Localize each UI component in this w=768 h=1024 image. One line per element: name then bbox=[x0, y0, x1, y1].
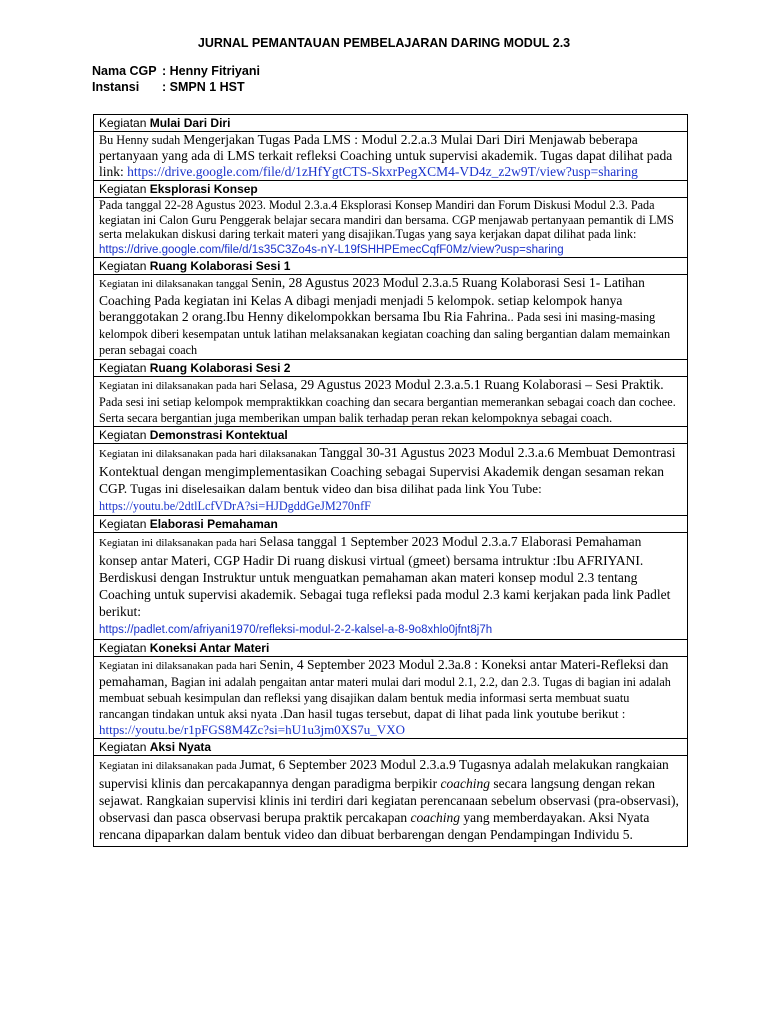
youtube-link[interactable]: https://youtu.be/r1pFGS8M4Zc?si=hU1u3jm0XS7u_VXO bbox=[99, 721, 405, 737]
section-title: Aksi Nyata bbox=[149, 739, 212, 754]
section-header: Kegiatan Mulai Dari Diri bbox=[94, 115, 688, 132]
nama-label: Nama CGP bbox=[92, 64, 157, 78]
task-link[interactable]: https://drive.google.com/file/d/1s35C3Zo4s-nY-L19fSHHPEmecCqfF0Mz/view?usp=sharing bbox=[99, 243, 564, 256]
section-header: Kegiatan Elaborasi Pemahaman bbox=[94, 515, 688, 532]
task-link[interactable]: https://drive.google.com/file/d/1zHfYgtCTS-SkxrPegXCM4-VD4z_z2w9T/view?usp=sharing bbox=[127, 164, 638, 179]
section-header: Kegiatan Ruang Kolaborasi Sesi 2 bbox=[94, 359, 688, 376]
section-body: Bu Henny sudah Mengerjakan Tugas Pada LMS : Modul 2.2.a.3 Mulai Dari Diri Menjawab beberapa pertanyaan yang ada di LMS terkait refleksi Coaching untuk supervisi akademik. Tugas dapat dilihat pada link: https://drive.google.com/file/d/1zHfYgtCTS-SkxrPegXCM4-VD4z_z2w9T/view?usp=sharing bbox=[94, 132, 688, 181]
journal-table bbox=[93, 114, 688, 847]
section-title: Eksplorasi Konsep bbox=[149, 182, 258, 196]
section-header: Kegiatan Eksplorasi Konsep bbox=[94, 181, 688, 198]
section-title: Ruang Kolaborasi Sesi 1 bbox=[149, 259, 291, 273]
section-body: Kegiatan ini dilaksanakan tanggal Senin, 28 Agustus 2023 Modul 2.3.a.5 Ruang Kolaborasi Sesi 1- Latihan Coaching Pada kegiatan ini Kelas A dibagi menjadi menjadi 5 kelompok. setiap kelompok hanya beranggotakan 2 orang.Ibu Henny dikelompokkan bersama Ibu Ria Fahrina.. Pada sesi ini masing-masing kelompok diberi kesempatan untuk latihan melaksanakan kegiatan coaching dan saling bergantian dalam memainkan peran sebagai coach bbox=[94, 275, 688, 360]
padlet-link[interactable]: https://padlet.com/afriyani1970/refleksi-modul-2-2-kalsel-a-8-9o8xhlo0jfnt8j7h bbox=[99, 623, 493, 636]
section-body: Kegiatan ini dilaksanakan pada hari Senin, 4 September 2023 Modul 2.3a.8 : Koneksi antar Materi-Refleksi dan pemahaman, Bagian ini adalah pengaitan antar materi mulai dari modul 2.1, 2.2, dan 2.3. Tugas di bagian ini adalah membuat sebuah kesimpulan dan refleksi yang disajikan dalam bentuk media informasi serta membuat suatu rancangan tindakan untuk aksi nyata .Dan hasil tugas tersebut, dapat di lihat pada link youtube berikut : https://youtu.be/r1pFGS8M4Zc?si=hU1u3jm0XS7u_VXO bbox=[94, 656, 688, 738]
section-body: Kegiatan ini dilaksanakan pada Jumat, 6 September 2023 Modul 2.3.a.9 Tugasnya adalah melakukan rangkaian supervisi klinis dan percakapannya dengan paradigma berpikir coaching secara langsung dengan rekan sejawat. Rangkaian supervisi klinis ini terdiri dari kegiatan perencanaan sebelum observasi (pra-observasi), observasi dan pasca observasi berupa praktik percakapan coaching yang memberdayakan. Aksi Nyata rencana dipaparkan dalam bentuk video dan dibuat berbarengan dengan Pendampingan Individu 5. bbox=[94, 755, 688, 846]
section-body: Kegiatan ini dilaksanakan pada hari dilaksanakan Tanggal 30-31 Agustus 2023 Modul 2.3.a.6 Membuat Demontrasi Kontektual dengan mengimplementasikan Coaching sebagai Supervisi Akademik dengan sesaman rekan CGP. Tugas ini diselesaikan dalam bentuk video dan bisa dilihat pada link You Tube: https://youtu.be/2dtlLcfVDrA?si=HJDgddGeJM270nfF bbox=[94, 443, 688, 515]
section-title: Elaborasi Pemahaman bbox=[149, 516, 278, 531]
section-header: Kegiatan Ruang Kolaborasi Sesi 1 bbox=[94, 258, 688, 275]
section-title: Mulai Dari Diri bbox=[149, 116, 231, 130]
section-title: Koneksi Antar Materi bbox=[149, 640, 270, 655]
section-body: Kegiatan ini dilaksanakan pada hari Selasa, 29 Agustus 2023 Modul 2.3.a.5.1 Ruang Kolaborasi – Sesi Praktik. Pada sesi ini setiap kelompok mempraktikkan coaching dan secara bergantian memerankan sebagai coach dan cochee. Serta secara bergantian juga memberikan umpan balik terhadap peran rekan kelompoknya sebagai coach. bbox=[94, 376, 688, 426]
section-body: Pada tanggal 22-28 Agustus 2023. Modul 2.3.a.4 Eksplorasi Konsep Mandiri dan Forum Diskusi Modul 2.3. Pada kegiatan ini Calon Guru Penggerak belajar secara mandiri dan bersama. CGP menjawab pertanyaan pemantik di LMS serta melakukan diskusi daring terkait materi yang disajikan.Tugas yang saya kerjakan dapat dilihat pada link: https://drive.google.com/file/d/1s35C3Zo4s-nY-L19fSHHPEmecCqfF0Mz/view?usp=sharing bbox=[94, 198, 688, 258]
youtube-link[interactable]: https://youtu.be/2dtlLcfVDrA?si=HJDgddGeJM270nfF bbox=[99, 498, 371, 513]
section-header: Kegiatan Koneksi Antar Materi bbox=[94, 639, 688, 656]
section-header: Kegiatan Aksi Nyata bbox=[94, 738, 688, 755]
section-title: Demonstrasi Kontektual bbox=[149, 427, 288, 442]
nama-value: : Henny Fitriyani bbox=[162, 64, 260, 78]
participant-info bbox=[92, 63, 260, 95]
page-title: JURNAL PEMANTAUAN PEMBELAJARAN DARING MODUL 2.3 bbox=[197, 36, 571, 50]
section-body: Kegiatan ini dilaksanakan pada hari Selasa tanggal 1 September 2023 Modul 2.3.a.7 Elaborasi Pemahaman konsep antar Materi, CGP Hadir Di ruang diskusi virtual (gmeet) bersama intruktur :Ibu AFRIYANI. Berdiskusi dengan Instruktur untuk menguatkan pemahaman akan materi konsep modul 2.3 tentang Coaching untuk supervisi akademik. Sebagai tuga refleksi pada modul 2.3 kami kerjakan pada link Padlet berikut: https://padlet.com/afriyani1970/refleksi-modul-2-2-kalsel-a-8-9o8xhlo0jfnt8j7h bbox=[94, 532, 688, 639]
instansi-label: Instansi bbox=[92, 80, 140, 94]
section-title: Ruang Kolaborasi Sesi 2 bbox=[149, 360, 291, 375]
instansi-value: : SMPN 1 HST bbox=[162, 80, 245, 94]
section-header: Kegiatan Demonstrasi Kontektual bbox=[94, 426, 688, 443]
